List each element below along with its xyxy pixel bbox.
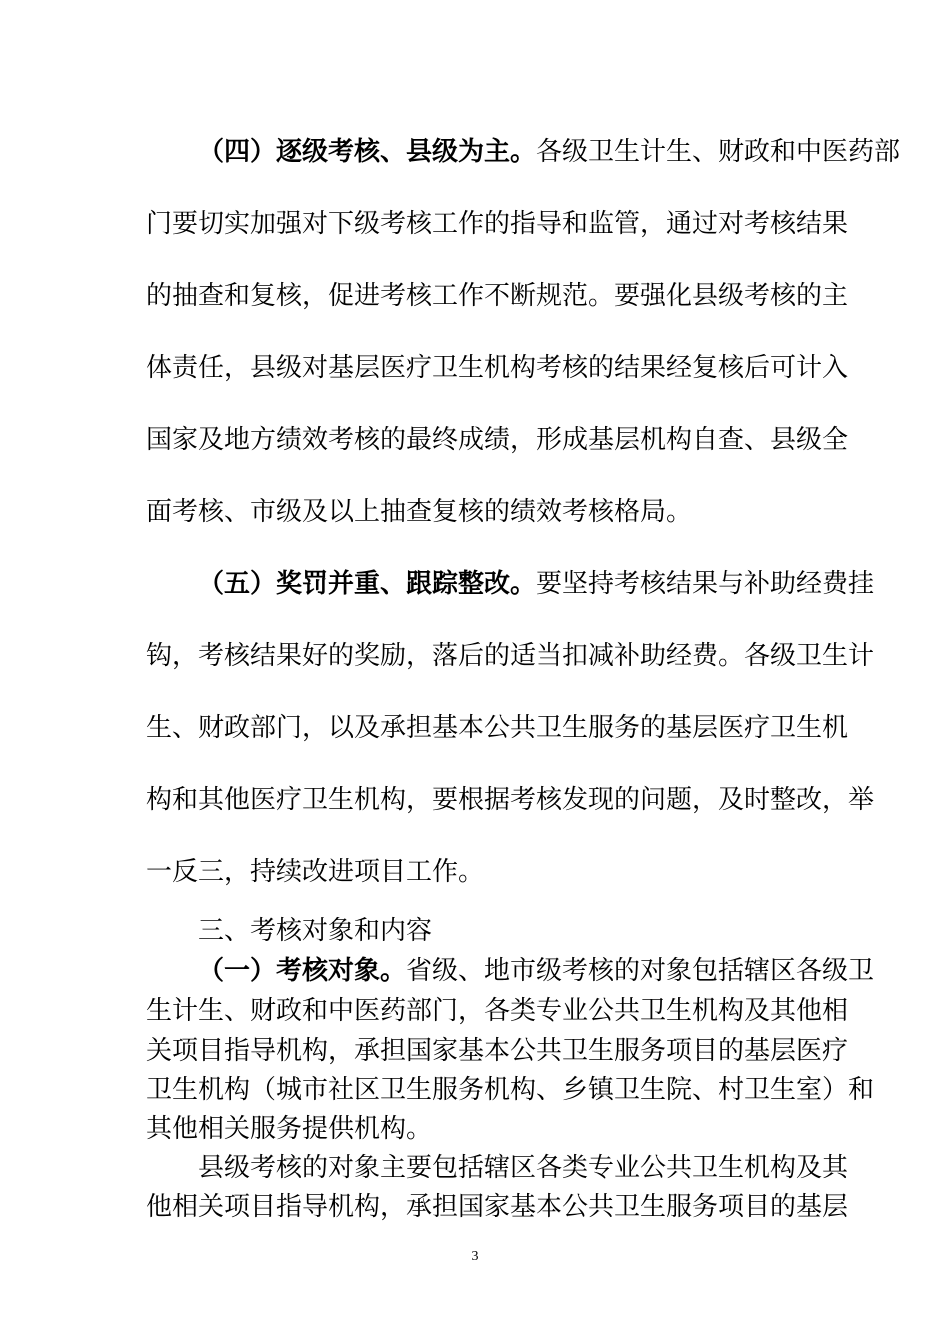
subsection1-line-4: 卫生机构（城市社区卫生服务机构、乡镇卫生院、村卫生室）和 [146,1075,875,1105]
section5-line-2: 钩，考核结果好的奖励，落后的适当扣减补助经费。各级卫生计 [146,641,875,671]
section5-line-1-text: 要坚持考核结果与补助经费挂 [536,569,875,599]
county-para-line-1: 县级考核的对象主要包括辖区各类专业公共卫生机构及其 [198,1153,849,1183]
section5-line-5: 一反三，持续改进项目工作。 [146,857,485,887]
section5-line-3: 生、财政部门，以及承担基本公共卫生服务的基层医疗卫生机 [146,713,849,743]
section5-line-1 [198,569,875,599]
section4-line-1 [198,137,901,167]
section5-line-4: 构和其他医疗卫生机构，要根据考核发现的问题，及时整改，举 [146,785,875,815]
subsection1-line-1 [198,956,875,986]
subsection1-line-1-text: 省级、地市级考核的对象包括辖区各级卫 [406,956,875,986]
section4-line-3: 的抽查和复核，促进考核工作不断规范。要强化县级考核的主 [146,281,849,311]
county-para-line-2: 他相关项目指导机构，承担国家基本公共卫生服务项目的基层 [146,1192,849,1222]
section5-heading: （五）奖罚并重、跟踪整改。 [198,569,537,599]
subsection1-line-5: 其他相关服务提供机构。 [146,1114,433,1144]
section4-line-2: 门要切实加强对下级考核工作的指导和监管，通过对考核结果 [146,209,849,239]
section3-heading: 三、考核对象和内容 [198,916,433,946]
page-number: 3 [471,1249,479,1264]
section4-line-6: 面考核、市级及以上抽查复核的绩效考核格局。 [146,497,693,527]
subsection1-heading: （一）考核对象。 [198,956,407,986]
subsection1-line-2: 生计生、财政和中医药部门，各类专业公共卫生机构及其他相 [146,996,849,1026]
section4-line-1-text: 各级卫生计生、财政和中医药部 [536,137,901,167]
section4-line-5: 国家及地方绩效考核的最终成绩，形成基层机构自查、县级全 [146,425,849,455]
subsection1-line-3: 关项目指导机构，承担国家基本公共卫生服务项目的基层医疗 [146,1036,849,1066]
section4-heading: （四）逐级考核、县级为主。 [198,137,537,167]
section4-line-4: 体责任，县级对基层医疗卫生机构考核的结果经复核后可计入 [146,353,849,383]
